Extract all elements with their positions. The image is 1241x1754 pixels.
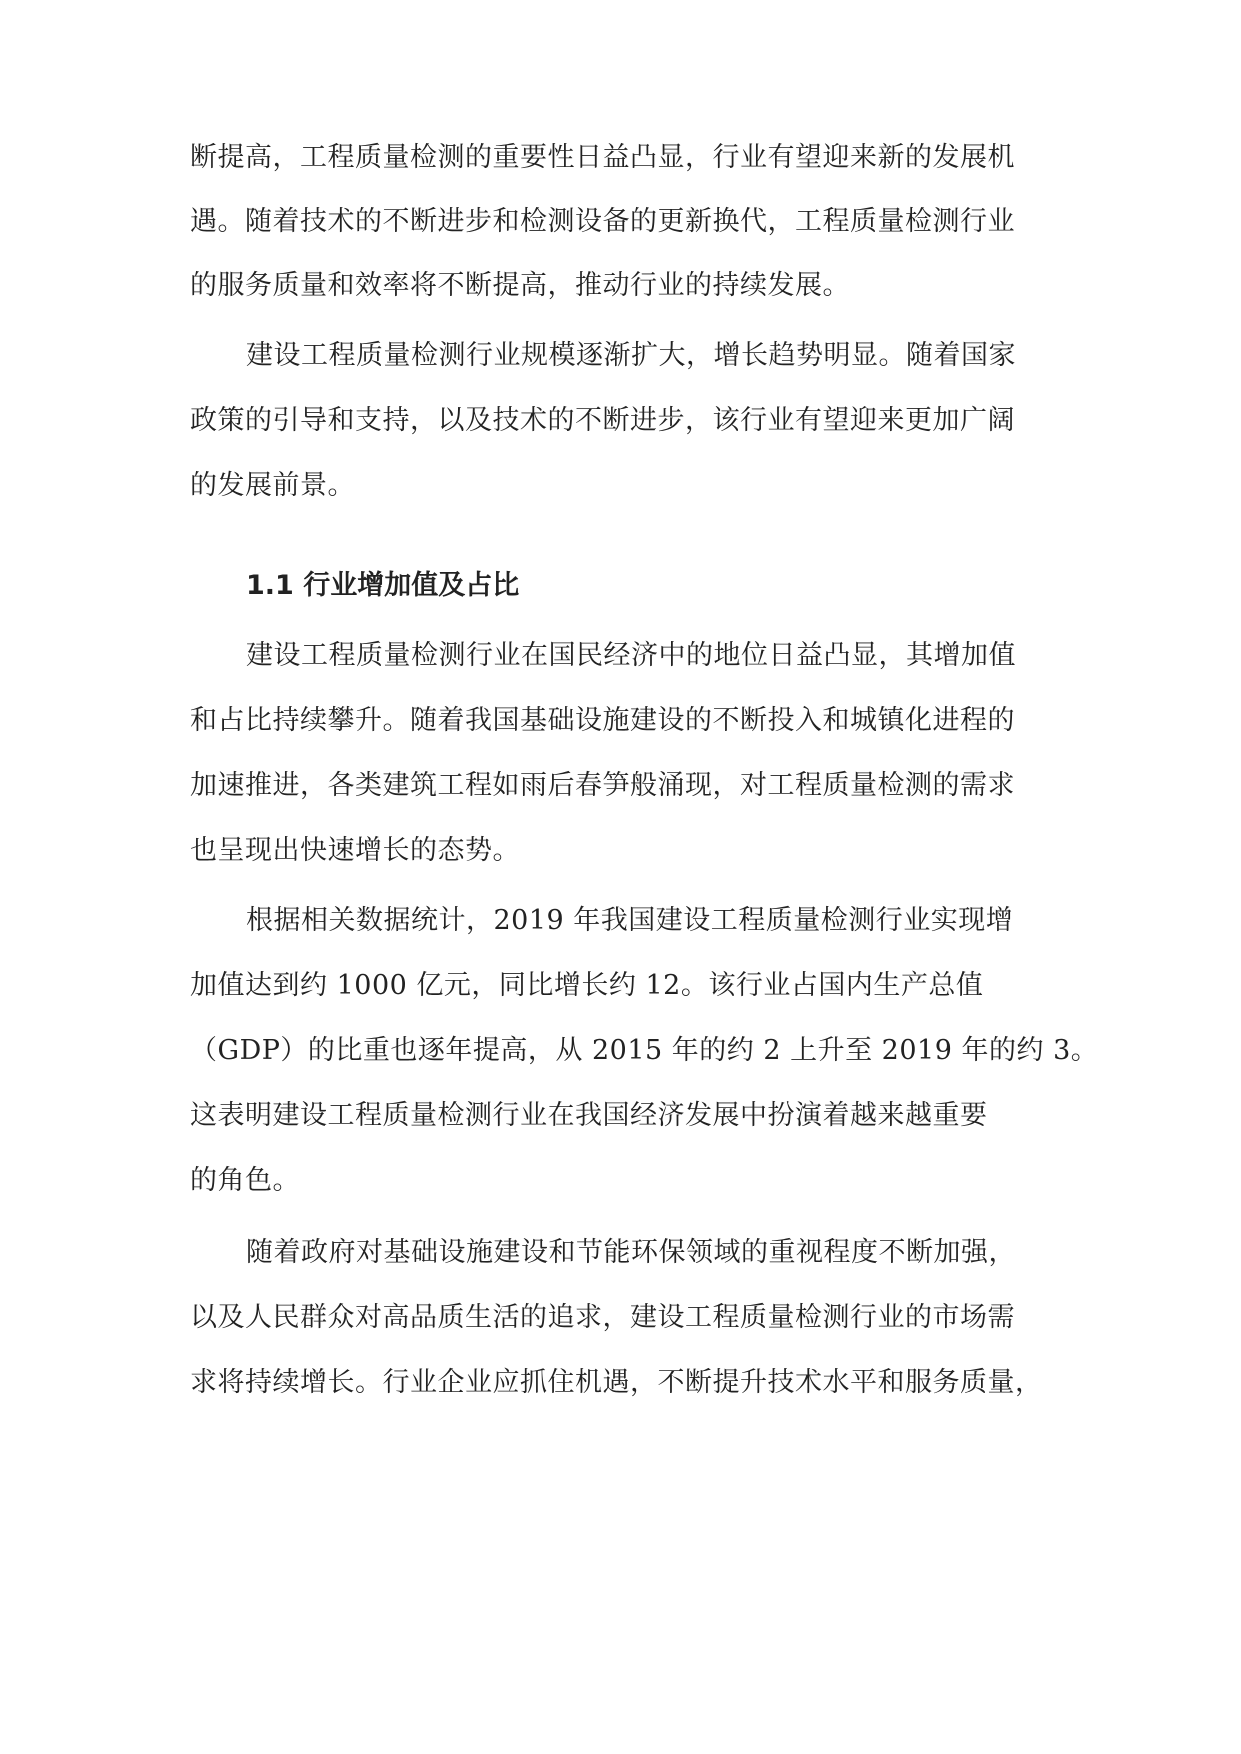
paragraph-line: 这表明建设工程质量检测行业在我国经济发展中扮演着越来越重要 [190, 1100, 988, 1131]
paragraph-line: 建设工程质量检测行业规模逐渐扩大，增长趋势明显。随着国家 [246, 340, 1016, 371]
paragraph-line: 也呈现出快速增长的态势。 [190, 835, 520, 866]
paragraph-line: 加速推进，各类建筑工程如雨后春笋般涌现，对工程质量检测的需求 [190, 770, 1015, 801]
paragraph-line: 以及人民群众对高品质生活的追求，建设工程质量检测行业的市场需 [190, 1302, 1015, 1333]
paragraph-line: 加值达到约 1000 亿元，同比增长约 12。该行业占国内生产总值 [190, 970, 984, 1001]
paragraph-line: 随着政府对基础设施建设和节能环保领域的重视程度不断加强， [246, 1237, 1016, 1268]
paragraph-line: 根据相关数据统计，2019 年我国建设工程质量检测行业实现增 [246, 905, 1014, 936]
paragraph-line: 的发展前景。 [190, 470, 355, 501]
paragraph-line: 断提高，工程质量检测的重要性日益凸显，行业有望迎来新的发展机 [190, 142, 1015, 173]
paragraph-line: 和占比持续攀升。随着我国基础设施建设的不断投入和城镇化进程的 [190, 705, 1015, 736]
paragraph-line: （GDP）的比重也逐年提高，从 2015 年的约 2 上升至 2019 年的约 3。 [190, 1035, 1099, 1066]
paragraph-line: 的服务质量和效率将不断提高，推动行业的持续发展。 [190, 270, 850, 301]
paragraph-line: 求将持续增长。行业企业应抓住机遇，不断提升技术水平和服务质量， [190, 1367, 1043, 1398]
paragraph-line: 建设工程质量检测行业在国民经济中的地位日益凸显，其增加值 [246, 640, 1016, 671]
section-heading: 1.1 行业增加值及占比 [246, 570, 520, 601]
paragraph-line: 遇。随着技术的不断进步和检测设备的更新换代，工程质量检测行业 [190, 206, 1015, 237]
paragraph-line: 政策的引导和支持，以及技术的不断进步，该行业有望迎来更加广阔 [190, 405, 1015, 436]
paragraph-line: 的角色。 [190, 1165, 300, 1196]
